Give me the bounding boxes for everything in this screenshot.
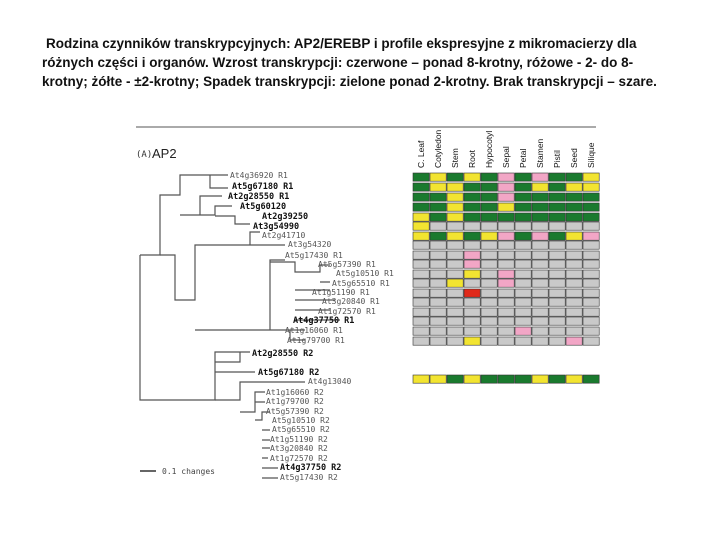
heatmap-cell	[447, 308, 463, 316]
heatmap-cell	[549, 222, 565, 230]
gene-label: At1g16060 R2	[266, 388, 324, 397]
heatmap-cell	[532, 232, 548, 240]
gene-label: At5g57390 R2	[266, 407, 324, 416]
heatmap-cell	[430, 375, 446, 383]
heatmap-cell	[464, 279, 480, 287]
column-header: Pistil	[552, 150, 563, 168]
heatmap-cell	[549, 337, 565, 345]
column-header: Stamen	[535, 138, 546, 168]
gene-label: At5g60120	[240, 202, 287, 212]
heatmap-cell	[515, 289, 531, 297]
heatmap-cell	[549, 213, 565, 221]
heatmap-cell	[515, 375, 531, 383]
heatmap-cell	[583, 241, 599, 249]
heatmap-cell	[515, 260, 531, 268]
heatmap-cell	[413, 308, 429, 316]
column-header: Silique	[586, 142, 597, 168]
heatmap-cell	[413, 289, 429, 297]
heatmap-cell	[447, 327, 463, 335]
heatmap-cell	[498, 183, 514, 191]
heatmap-cell	[498, 308, 514, 316]
heatmap-cell	[515, 308, 531, 316]
heatmap-cell	[464, 241, 480, 249]
gene-label: At5g17430 R2	[280, 473, 338, 482]
heatmap-cell	[583, 298, 599, 306]
gene-label: At5g10510 R2	[272, 416, 330, 425]
heatmap-cell	[498, 232, 514, 240]
heatmap-cell	[515, 241, 531, 249]
heatmap-cell	[464, 327, 480, 335]
heatmap-cell	[430, 213, 446, 221]
heatmap-cell	[447, 222, 463, 230]
heatmap-cell	[583, 260, 599, 268]
heatmap-cell	[515, 173, 531, 181]
heatmap-cell	[583, 337, 599, 345]
panel-title: AP2	[152, 146, 177, 161]
gene-label: At5g65510 R1	[332, 279, 390, 288]
heatmap-cell	[464, 203, 480, 211]
heatmap-cell	[447, 298, 463, 306]
heatmap-cell	[464, 308, 480, 316]
heatmap-cell	[430, 173, 446, 181]
gene-label: At4g13040	[308, 377, 352, 386]
heatmap-cell	[413, 327, 429, 335]
heatmap-cell	[464, 270, 480, 278]
heatmap-cell	[430, 193, 446, 201]
panel-label: (A)	[136, 150, 153, 160]
heatmap-cell	[464, 289, 480, 297]
heatmap-cell	[447, 270, 463, 278]
heatmap-cell	[549, 251, 565, 259]
heatmap-cell	[447, 213, 463, 221]
heatmap-cell	[515, 232, 531, 240]
gene-label: At5g57390 R1	[318, 260, 376, 269]
heatmap-cell	[566, 173, 582, 181]
gene-label: At5g10510 R1	[336, 269, 394, 278]
heatmap-cell	[532, 289, 548, 297]
heatmap-cell	[481, 375, 497, 383]
heatmap-cell	[583, 222, 599, 230]
heatmap-cell	[549, 183, 565, 191]
heatmap-cell	[447, 337, 463, 345]
heatmap-cell	[566, 232, 582, 240]
gene-label: At1g72570 R1	[318, 307, 376, 316]
gene-label: At2g28550 R2	[252, 349, 314, 359]
heatmap-cell	[447, 173, 463, 181]
heatmap-cell	[447, 241, 463, 249]
heatmap-cell	[430, 203, 446, 211]
heatmap-cell	[583, 317, 599, 325]
heatmap-cell	[498, 251, 514, 259]
heatmap-cell	[566, 241, 582, 249]
heatmap-cell	[549, 203, 565, 211]
column-header: Cotyledon	[433, 129, 444, 168]
heatmap-cell	[481, 203, 497, 211]
heatmap-cell	[498, 260, 514, 268]
heatmap-cell	[549, 232, 565, 240]
heatmap-cell	[515, 193, 531, 201]
heatmap-cell	[549, 260, 565, 268]
heatmap-cell	[464, 213, 480, 221]
heatmap-cell	[464, 375, 480, 383]
heatmap-cell	[566, 203, 582, 211]
heatmap-cell	[566, 193, 582, 201]
heatmap-cell	[566, 213, 582, 221]
heatmap-cell	[430, 327, 446, 335]
heatmap-cell	[532, 327, 548, 335]
heatmap-cell	[515, 337, 531, 345]
heatmap-cell	[549, 289, 565, 297]
heatmap-cell	[583, 183, 599, 191]
heatmap-cell	[515, 222, 531, 230]
heatmap-cell	[447, 251, 463, 259]
heatmap-cell	[481, 183, 497, 191]
heatmap-cell	[515, 183, 531, 191]
expression-heatmap	[413, 173, 599, 383]
heatmap-cell	[583, 251, 599, 259]
heatmap-cell	[583, 193, 599, 201]
heatmap-cell	[447, 317, 463, 325]
heatmap-cell	[447, 232, 463, 240]
heatmap-cell	[430, 251, 446, 259]
gene-label: At2g28550 R1	[228, 192, 290, 202]
heatmap-cell	[549, 317, 565, 325]
heatmap-cell	[413, 317, 429, 325]
heatmap-cell	[566, 327, 582, 335]
heatmap-cell	[583, 270, 599, 278]
gene-label: At1g79700 R2	[266, 397, 324, 406]
heatmap-cell	[481, 289, 497, 297]
heatmap-cell	[532, 308, 548, 316]
heatmap-cell	[566, 260, 582, 268]
heatmap-cell	[464, 251, 480, 259]
heatmap-cell	[532, 251, 548, 259]
heatmap-cell	[583, 279, 599, 287]
heatmap-cell	[481, 173, 497, 181]
heatmap-cell	[413, 298, 429, 306]
heatmap-cell	[583, 232, 599, 240]
gene-label: At4g37750 R1	[293, 316, 355, 326]
heatmap-cell	[515, 327, 531, 335]
heatmap-cell	[481, 213, 497, 221]
heatmap-cell	[583, 213, 599, 221]
column-header: Hypocotyl	[484, 130, 495, 168]
heatmap-cell	[532, 375, 548, 383]
heatmap-cell	[481, 298, 497, 306]
figure-caption: Rodzina czynników transkrypcyjnych: AP2/EREBP i profile ekspresyjne z mikromacierzy dla różnych części i organów. Wzrost transkrypcji: czerwone – ponad 8-krotny, różowe - 2- do 8-krotny; żółte - ±2-krotny; Spadek transkrypcji: zielone ponad 2-krotny. Brak transkrypcji – szare.	[42, 36, 657, 89]
heatmap-cell	[413, 279, 429, 287]
heatmap-cell	[464, 317, 480, 325]
gene-label: At5g67180 R1	[232, 182, 294, 192]
heatmap-cell	[481, 232, 497, 240]
heatmap-cell	[464, 298, 480, 306]
heatmap-cell	[464, 193, 480, 201]
heatmap-cell	[481, 270, 497, 278]
heatmap-cell	[532, 260, 548, 268]
column-header: C. Leaf	[416, 140, 427, 168]
heatmap-cell	[532, 213, 548, 221]
heatmap-cell	[498, 317, 514, 325]
column-header: Root	[467, 150, 478, 168]
heatmap-cell	[566, 270, 582, 278]
heatmap-cell	[498, 279, 514, 287]
heatmap-cell	[498, 193, 514, 201]
column-header: Stem	[450, 148, 461, 168]
heatmap-cell	[447, 375, 463, 383]
heatmap-cell	[464, 260, 480, 268]
gene-label: At5g17430 R1	[285, 251, 343, 260]
heatmap-cell	[583, 327, 599, 335]
heatmap-cell	[413, 232, 429, 240]
heatmap-cell	[447, 203, 463, 211]
heatmap-cell	[549, 298, 565, 306]
heatmap-cell	[481, 337, 497, 345]
heatmap-cell	[583, 375, 599, 383]
gene-label: At1g51190 R1	[312, 288, 370, 297]
heatmap-cell	[515, 203, 531, 211]
heatmap-cell	[566, 289, 582, 297]
heatmap-cell	[583, 289, 599, 297]
heatmap-cell	[464, 183, 480, 191]
heatmap-cell	[566, 222, 582, 230]
heatmap-cell	[413, 193, 429, 201]
heatmap-cell	[447, 183, 463, 191]
heatmap-cell	[498, 337, 514, 345]
scale-label: 0.1 changes	[162, 467, 215, 476]
heatmap-cell	[430, 183, 446, 191]
heatmap-cell	[498, 298, 514, 306]
heatmap-cell	[413, 337, 429, 345]
heatmap-cell	[464, 337, 480, 345]
gene-label: At2g39250	[262, 212, 309, 222]
heatmap-cell	[549, 241, 565, 249]
heatmap-cell	[481, 241, 497, 249]
column-headers	[416, 129, 596, 168]
heatmap-cell	[481, 308, 497, 316]
heatmap-cell	[430, 241, 446, 249]
heatmap-cell	[549, 375, 565, 383]
heatmap-cell	[498, 203, 514, 211]
gene-labels	[228, 171, 394, 482]
heatmap-cell	[464, 222, 480, 230]
heatmap-cell	[515, 298, 531, 306]
gene-label: At5g65510 R2	[272, 425, 330, 434]
heatmap-cell	[481, 193, 497, 201]
heatmap-cell	[549, 270, 565, 278]
heatmap-cell	[566, 308, 582, 316]
heatmap-cell	[532, 222, 548, 230]
heatmap-cell	[532, 193, 548, 201]
heatmap-cell	[430, 279, 446, 287]
heatmap-cell	[498, 327, 514, 335]
heatmap-cell	[549, 308, 565, 316]
heatmap-cell	[583, 173, 599, 181]
heatmap-cell	[515, 270, 531, 278]
gene-label: At1g72570 R2	[270, 454, 328, 463]
heatmap-cell	[566, 298, 582, 306]
heatmap-cell	[447, 193, 463, 201]
heatmap-cell	[566, 251, 582, 259]
heatmap-cell	[481, 327, 497, 335]
heatmap-cell	[515, 251, 531, 259]
heatmap-cell	[430, 222, 446, 230]
gene-label: At1g51190 R2	[270, 435, 328, 444]
heatmap-cell	[413, 241, 429, 249]
heatmap-cell	[464, 232, 480, 240]
heatmap-cell	[532, 270, 548, 278]
gene-label: At3g54320	[288, 240, 332, 249]
column-header: Seed	[569, 148, 580, 168]
column-header: Sepal	[501, 146, 512, 168]
column-header: Petal	[518, 148, 529, 168]
heatmap-cell	[566, 279, 582, 287]
heatmap-cell	[447, 260, 463, 268]
heatmap-cell	[532, 241, 548, 249]
heatmap-cell	[481, 260, 497, 268]
heatmap-cell	[566, 183, 582, 191]
heatmap-cell	[549, 327, 565, 335]
heatmap-cell	[430, 337, 446, 345]
heatmap-cell	[413, 222, 429, 230]
heatmap-cell	[413, 270, 429, 278]
heatmap-cell	[532, 337, 548, 345]
heatmap-cell	[447, 279, 463, 287]
heatmap-cell	[413, 375, 429, 383]
gene-label: At4g36920 R1	[230, 171, 288, 180]
heatmap-cell	[498, 270, 514, 278]
heatmap-cell	[413, 260, 429, 268]
heatmap-cell	[413, 173, 429, 181]
heatmap-cell	[549, 279, 565, 287]
heatmap-cell	[481, 251, 497, 259]
gene-label: At3g20840 R1	[322, 297, 380, 306]
heatmap-cell	[430, 260, 446, 268]
heatmap-cell	[413, 213, 429, 221]
heatmap-cell	[413, 251, 429, 259]
heatmap-cell	[515, 279, 531, 287]
heatmap-cell	[430, 298, 446, 306]
heatmap-cell	[583, 203, 599, 211]
heatmap-cell	[430, 308, 446, 316]
heatmap-cell	[515, 213, 531, 221]
heatmap-cell	[566, 375, 582, 383]
heatmap-cell	[430, 289, 446, 297]
heatmap-cell	[430, 270, 446, 278]
heatmap-cell	[481, 222, 497, 230]
heatmap-cell	[532, 183, 548, 191]
heatmap-cell	[549, 193, 565, 201]
heatmap-cell	[566, 337, 582, 345]
gene-label: At3g54990	[253, 222, 300, 232]
heatmap-cell	[532, 298, 548, 306]
heatmap-cell	[481, 317, 497, 325]
gene-label: At4g37750 R2	[280, 463, 342, 473]
gene-label: At5g67180 R2	[258, 368, 320, 378]
gene-label: At1g16060 R1	[285, 326, 343, 335]
heatmap-cell	[430, 232, 446, 240]
heatmap-cell	[583, 308, 599, 316]
heatmap-cell	[498, 173, 514, 181]
gene-label: At3g20840 R2	[270, 444, 328, 453]
heatmap-cell	[498, 375, 514, 383]
heatmap-cell	[498, 241, 514, 249]
gene-label: At1g79700 R1	[287, 336, 345, 345]
heatmap-cell	[498, 289, 514, 297]
heatmap-cell	[549, 173, 565, 181]
heatmap-cell	[481, 279, 497, 287]
heatmap-cell	[447, 289, 463, 297]
heatmap-cell	[464, 173, 480, 181]
heatmap-cell	[532, 279, 548, 287]
gene-label: At2g41710	[262, 231, 306, 240]
heatmap-cell	[532, 203, 548, 211]
heatmap-cell	[532, 173, 548, 181]
heatmap-cell	[498, 222, 514, 230]
heatmap-cell	[413, 203, 429, 211]
heatmap-cell	[566, 317, 582, 325]
heatmap-cell	[498, 213, 514, 221]
heatmap-cell	[430, 317, 446, 325]
heatmap-cell	[413, 183, 429, 191]
heatmap-cell	[515, 317, 531, 325]
heatmap-cell	[532, 317, 548, 325]
